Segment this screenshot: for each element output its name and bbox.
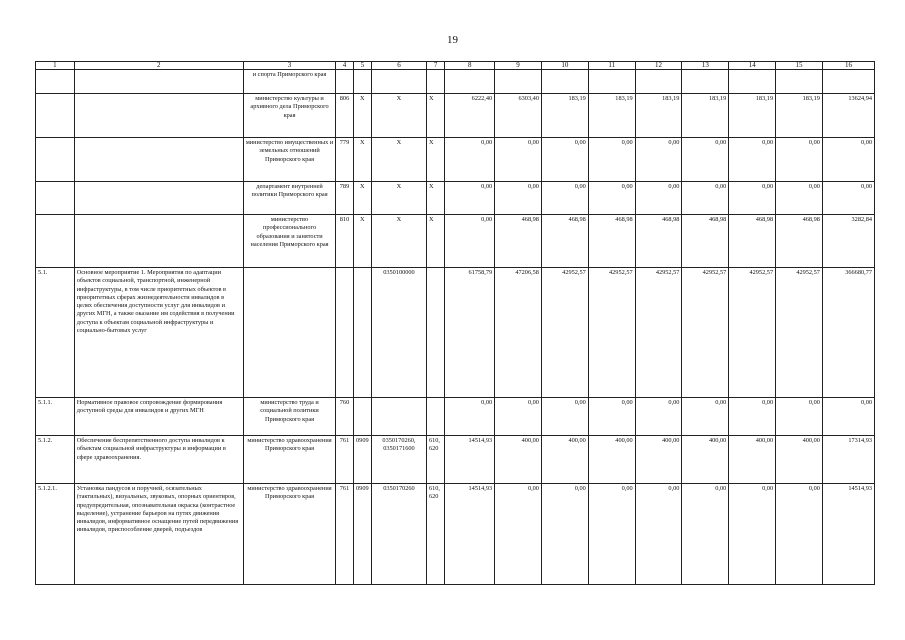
year-value: 400,00 bbox=[635, 436, 682, 484]
expense-type-code bbox=[426, 268, 444, 398]
year-value: 0,00 bbox=[495, 138, 542, 182]
year-value: 42952,57 bbox=[776, 268, 823, 398]
year-value: 183,19 bbox=[729, 94, 776, 138]
year-value: 468,98 bbox=[541, 215, 588, 268]
year-value bbox=[682, 70, 729, 94]
section-code bbox=[353, 70, 371, 94]
target-article-code: Х bbox=[371, 138, 426, 182]
year-value: 0,00 bbox=[635, 484, 682, 585]
total-value: 0,00 bbox=[822, 398, 874, 436]
expense-type-code: Х bbox=[426, 182, 444, 215]
executor-cell: министерство имущественных и земельных отношений Приморского края bbox=[243, 138, 336, 182]
year-value: 0,00 bbox=[541, 484, 588, 585]
year-value: 6222,40 bbox=[445, 94, 495, 138]
budget-table bbox=[35, 61, 875, 585]
year-value: 0,00 bbox=[588, 138, 635, 182]
activity-name: Установка пандусов и поручней, осязательных (тактильных), визуальных, звуковых, опорных ориентиров, предупредительная, опознавательная окраска (контрастное выделение), устранение барьеров на путях движения инвалидов, информативное оснащение путей передвижения инвалидов, приспособление дверей, подъездов bbox=[74, 484, 243, 585]
year-value: 61758,79 bbox=[445, 268, 495, 398]
activity-name bbox=[74, 94, 243, 138]
column-number: 15 bbox=[776, 62, 823, 70]
year-value: 400,00 bbox=[495, 436, 542, 484]
table-row bbox=[36, 268, 875, 398]
target-article-code: 0350100000 bbox=[371, 268, 426, 398]
executor-cell: и спорта Приморского края bbox=[243, 70, 336, 94]
year-value: 0,00 bbox=[729, 138, 776, 182]
row-id bbox=[36, 138, 75, 182]
section-code: 0909 bbox=[353, 484, 371, 585]
column-number: 10 bbox=[541, 62, 588, 70]
year-value bbox=[445, 70, 495, 94]
year-value: 400,00 bbox=[541, 436, 588, 484]
expense-type-code bbox=[426, 398, 444, 436]
executor-cell: министерство здравоохранения Приморского края bbox=[243, 436, 336, 484]
expense-type-code: Х bbox=[426, 138, 444, 182]
year-value: 400,00 bbox=[729, 436, 776, 484]
year-value: 0,00 bbox=[635, 182, 682, 215]
year-value: 0,00 bbox=[776, 398, 823, 436]
column-number: 6 bbox=[371, 62, 426, 70]
year-value: 0,00 bbox=[682, 484, 729, 585]
row-id: 5.1.2.1. bbox=[36, 484, 75, 585]
year-value: 0,00 bbox=[588, 484, 635, 585]
year-value: 0,00 bbox=[635, 398, 682, 436]
target-article-code: Х bbox=[371, 94, 426, 138]
year-value: 183,19 bbox=[776, 94, 823, 138]
executor-cell: министерство профессионального образования и занятости населения Приморского края bbox=[243, 215, 336, 268]
year-value: 0,00 bbox=[588, 182, 635, 215]
total-value bbox=[822, 70, 874, 94]
executor-cell: департамент внутренней политики Приморского края bbox=[243, 182, 336, 215]
activity-name: Основное мероприятие 1. Мероприятия по адаптации объектов социальной, транспортной, инженерной инфраструктуры, в том числе приоритетных объектов в приоритетных сферах жизнедеятельности инвалидов в целях обеспечения доступности услуг для инвалидов и других МГН, а также оказание им содействия в получении доступа к объектам социальной инфраструктуры и социально-бытовых услуг bbox=[74, 268, 243, 398]
executor-cell bbox=[243, 268, 336, 398]
activity-name bbox=[74, 215, 243, 268]
year-value: 14514,93 bbox=[445, 484, 495, 585]
column-number: 3 bbox=[243, 62, 336, 70]
column-number: 13 bbox=[682, 62, 729, 70]
activity-name bbox=[74, 70, 243, 94]
section-code bbox=[353, 268, 371, 398]
activity-name: Нормативное правовое сопровождение формирования доступной среды для инвалидов и других МГН bbox=[74, 398, 243, 436]
year-value bbox=[495, 70, 542, 94]
row-id bbox=[36, 182, 75, 215]
row-id bbox=[36, 70, 75, 94]
grbs-code: 810 bbox=[336, 215, 353, 268]
section-code: Х bbox=[353, 138, 371, 182]
target-article-code: Х bbox=[371, 215, 426, 268]
target-article-code: Х bbox=[371, 182, 426, 215]
total-value: 0,00 bbox=[822, 182, 874, 215]
year-value: 0,00 bbox=[495, 484, 542, 585]
row-id: 5.1.1. bbox=[36, 398, 75, 436]
executor-cell: министерство культуры и архивного дела Приморского края bbox=[243, 94, 336, 138]
section-code: 0909 bbox=[353, 436, 371, 484]
table-row bbox=[36, 398, 875, 436]
activity-name bbox=[74, 182, 243, 215]
row-id: 5.1. bbox=[36, 268, 75, 398]
year-value bbox=[776, 70, 823, 94]
grbs-code: 779 bbox=[336, 138, 353, 182]
target-article-code: 0350170260, 0350171600 bbox=[371, 436, 426, 484]
column-number: 7 bbox=[426, 62, 444, 70]
year-value: 0,00 bbox=[541, 182, 588, 215]
year-value: 42952,57 bbox=[682, 268, 729, 398]
expense-type-code: Х bbox=[426, 94, 444, 138]
row-id: 5.1.2. bbox=[36, 436, 75, 484]
grbs-code: 789 bbox=[336, 182, 353, 215]
year-value bbox=[729, 70, 776, 94]
column-number: 11 bbox=[588, 62, 635, 70]
year-value: 47206,58 bbox=[495, 268, 542, 398]
table-row bbox=[36, 215, 875, 268]
expense-type-code bbox=[426, 70, 444, 94]
column-number: 1 bbox=[36, 62, 75, 70]
expense-type-code: 610, 620 bbox=[426, 484, 444, 585]
target-article-code bbox=[371, 70, 426, 94]
activity-name bbox=[74, 138, 243, 182]
year-value: 0,00 bbox=[776, 182, 823, 215]
year-value: 0,00 bbox=[729, 484, 776, 585]
column-number: 2 bbox=[74, 62, 243, 70]
expense-type-code: Х bbox=[426, 215, 444, 268]
year-value bbox=[541, 70, 588, 94]
year-value: 183,19 bbox=[682, 94, 729, 138]
year-value: 0,00 bbox=[776, 138, 823, 182]
year-value: 468,98 bbox=[635, 215, 682, 268]
column-number: 14 bbox=[729, 62, 776, 70]
column-number: 16 bbox=[822, 62, 874, 70]
column-number: 9 bbox=[495, 62, 542, 70]
total-value: 14514,93 bbox=[822, 484, 874, 585]
year-value: 0,00 bbox=[495, 182, 542, 215]
year-value: 0,00 bbox=[682, 138, 729, 182]
year-value: 42952,57 bbox=[729, 268, 776, 398]
table-row bbox=[36, 138, 875, 182]
total-value: 13624,94 bbox=[822, 94, 874, 138]
year-value: 42952,57 bbox=[541, 268, 588, 398]
year-value: 0,00 bbox=[682, 398, 729, 436]
grbs-code: 760 bbox=[336, 398, 353, 436]
executor-cell: министерство здравоохранения Приморского края bbox=[243, 484, 336, 585]
grbs-code: 806 bbox=[336, 94, 353, 138]
grbs-code bbox=[336, 70, 353, 94]
year-value: 0,00 bbox=[729, 398, 776, 436]
column-number-row bbox=[36, 62, 875, 70]
column-number: 5 bbox=[353, 62, 371, 70]
grbs-code: 761 bbox=[336, 484, 353, 585]
table-row bbox=[36, 436, 875, 484]
executor-cell: министерство труда и социальной политики Приморского края bbox=[243, 398, 336, 436]
year-value bbox=[635, 70, 682, 94]
total-value: 17314,93 bbox=[822, 436, 874, 484]
year-value: 400,00 bbox=[588, 436, 635, 484]
year-value: 400,00 bbox=[682, 436, 729, 484]
year-value: 42952,57 bbox=[588, 268, 635, 398]
year-value: 6303,40 bbox=[495, 94, 542, 138]
total-value: 0,00 bbox=[822, 138, 874, 182]
year-value: 183,19 bbox=[635, 94, 682, 138]
target-article-code: 0350170260 bbox=[371, 484, 426, 585]
year-value: 0,00 bbox=[635, 138, 682, 182]
year-value: 0,00 bbox=[776, 484, 823, 585]
year-value: 183,19 bbox=[588, 94, 635, 138]
year-value: 0,00 bbox=[588, 398, 635, 436]
activity-name: Обеспечение беспрепятственного доступа инвалидов к объектам социальной инфраструктуры и информации в сфере здравоохранения. bbox=[74, 436, 243, 484]
row-id bbox=[36, 215, 75, 268]
table-row bbox=[36, 484, 875, 585]
year-value: 0,00 bbox=[445, 138, 495, 182]
year-value: 0,00 bbox=[445, 398, 495, 436]
year-value: 400,00 bbox=[776, 436, 823, 484]
year-value: 0,00 bbox=[495, 398, 542, 436]
year-value: 468,98 bbox=[682, 215, 729, 268]
table-row bbox=[36, 70, 875, 94]
year-value: 468,98 bbox=[588, 215, 635, 268]
year-value: 0,00 bbox=[445, 215, 495, 268]
year-value bbox=[588, 70, 635, 94]
section-code bbox=[353, 398, 371, 436]
year-value: 0,00 bbox=[729, 182, 776, 215]
page-number: 19 bbox=[447, 34, 458, 46]
section-code: Х bbox=[353, 94, 371, 138]
year-value: 42952,57 bbox=[635, 268, 682, 398]
table-row bbox=[36, 182, 875, 215]
total-value: 366680,77 bbox=[822, 268, 874, 398]
year-value: 183,19 bbox=[541, 94, 588, 138]
column-number: 4 bbox=[336, 62, 353, 70]
expense-type-code: 610, 620 bbox=[426, 436, 444, 484]
total-value: 3282,84 bbox=[822, 215, 874, 268]
section-code: Х bbox=[353, 182, 371, 215]
year-value: 0,00 bbox=[445, 182, 495, 215]
year-value: 468,98 bbox=[729, 215, 776, 268]
row-id bbox=[36, 94, 75, 138]
column-number: 8 bbox=[445, 62, 495, 70]
target-article-code bbox=[371, 398, 426, 436]
grbs-code: 761 bbox=[336, 436, 353, 484]
column-number: 12 bbox=[635, 62, 682, 70]
year-value: 0,00 bbox=[541, 398, 588, 436]
year-value: 0,00 bbox=[682, 182, 729, 215]
grbs-code bbox=[336, 268, 353, 398]
year-value: 468,98 bbox=[776, 215, 823, 268]
year-value: 0,00 bbox=[541, 138, 588, 182]
year-value: 14514,93 bbox=[445, 436, 495, 484]
table-row bbox=[36, 94, 875, 138]
section-code: Х bbox=[353, 215, 371, 268]
year-value: 468,98 bbox=[495, 215, 542, 268]
